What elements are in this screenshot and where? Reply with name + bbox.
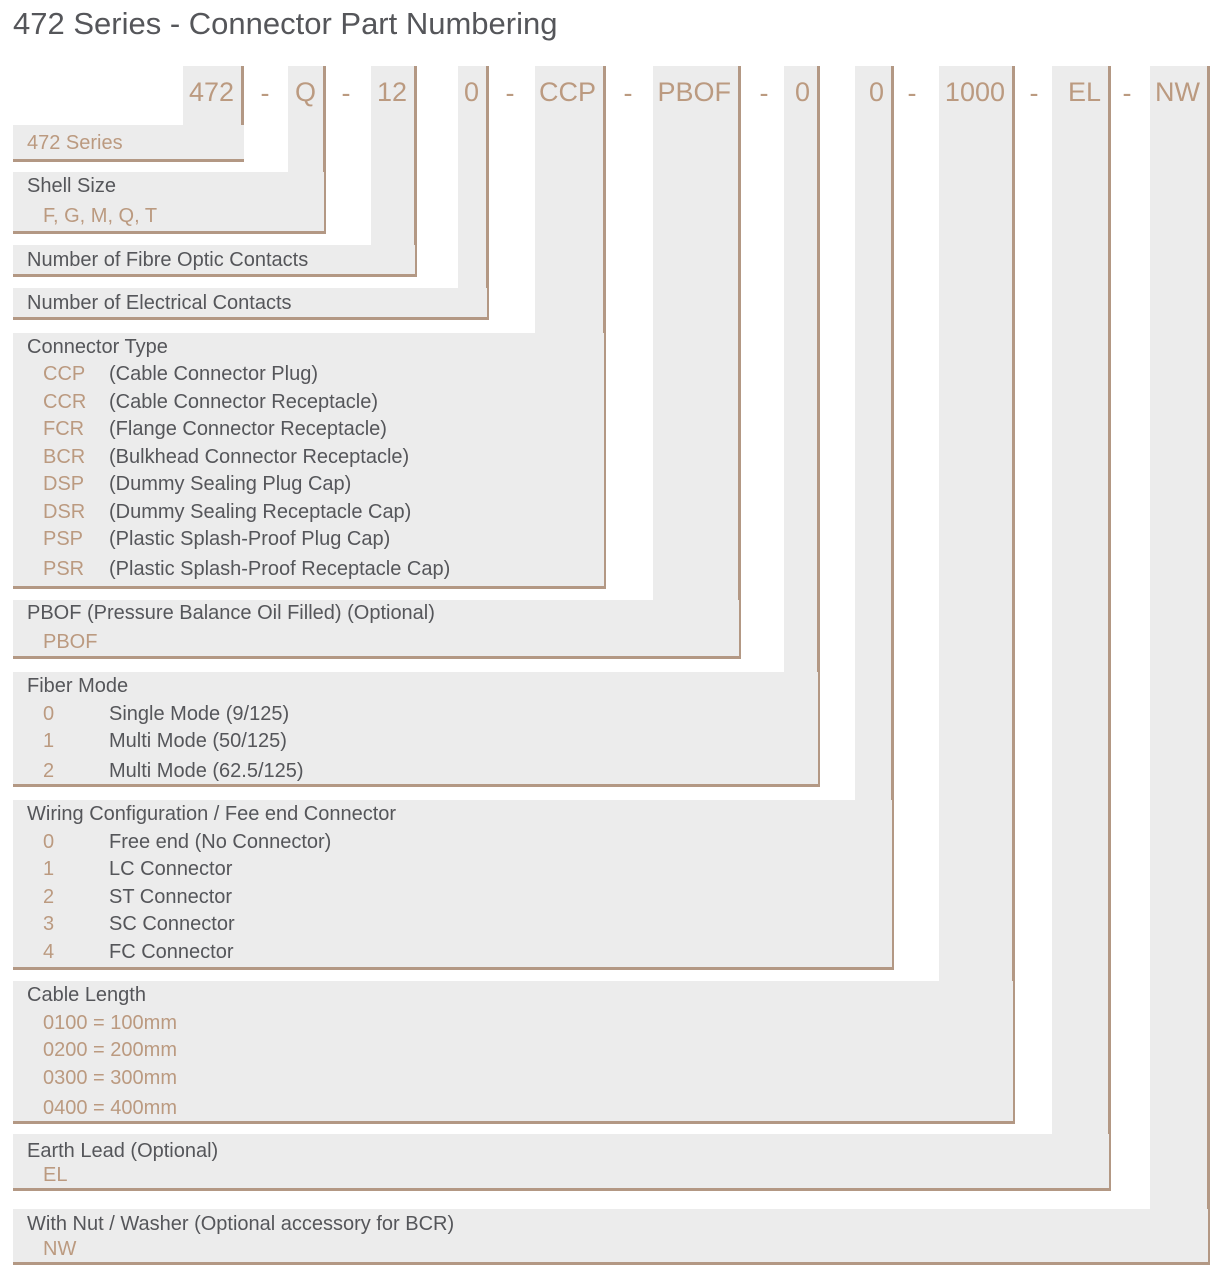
- segment-column-connector-type: [535, 66, 603, 336]
- connector-type-desc: (Flange Connector Receptacle): [109, 418, 387, 440]
- wiring-code: 1: [43, 858, 55, 880]
- connector-type-code: FCR: [43, 418, 85, 440]
- segment-earth-lead-value: EL: [1067, 77, 1101, 107]
- connector-type-desc: (Dummy Sealing Receptacle Cap): [109, 501, 412, 523]
- connector-type-desc: (Plastic Splash-Proof Plug Cap): [109, 528, 391, 550]
- segment-pbof-value: PBOF: [657, 77, 731, 107]
- wiring-desc: ST Connector: [109, 886, 233, 908]
- wiring-desc: LC Connector: [109, 858, 233, 880]
- page-title: 472 Series - Connector Part Numbering: [13, 6, 558, 41]
- shell-size-heading: Shell Size: [27, 175, 116, 197]
- box-electrical-contacts: [13, 288, 487, 320]
- wiring-heading: Wiring Configuration / Fee end Connector: [27, 803, 397, 825]
- separator-dash: -: [1122, 78, 1132, 108]
- box-earth-lead: [13, 1134, 1109, 1191]
- connector-type-code: PSR: [43, 558, 85, 580]
- earth-lead-value: EL: [43, 1164, 68, 1186]
- connector-type-code: DSR: [43, 501, 86, 523]
- shell-size-values: F, G, M, Q, T: [43, 205, 158, 227]
- cable-length-option: 0300 = 300mm: [43, 1067, 177, 1089]
- segment-shell-size-value: Q: [294, 77, 316, 107]
- electrical-contacts-heading: Number of Electrical Contacts: [27, 292, 292, 314]
- box-cable-length: [13, 981, 1013, 1124]
- segment-series-value: 472: [188, 77, 234, 107]
- fiber-mode-code: 2: [43, 760, 55, 782]
- segment-column-cable-length: [939, 66, 1012, 982]
- segment-column-wiring: [855, 66, 891, 802]
- segment-column-earth-lead: [1052, 66, 1108, 1134]
- segment-electrical-contacts-value: 0: [463, 77, 479, 107]
- separator-dash: -: [260, 78, 270, 108]
- connector-type-code: CCR: [43, 391, 87, 413]
- connector-line-electrical-contacts: [486, 66, 489, 320]
- connector-type-heading: Connector Type: [27, 336, 168, 358]
- wiring-code: 0: [43, 831, 55, 853]
- connector-type-code: CCP: [43, 363, 86, 385]
- connector-line-nut-washer: [1207, 66, 1210, 1265]
- fiber-mode-desc: Multi Mode (50/125): [109, 730, 287, 752]
- pbof-heading: PBOF (Pressure Balance Oil Filled) (Optional): [27, 602, 435, 624]
- fiber-mode-heading: Fiber Mode: [27, 675, 129, 697]
- connector-type-desc: (Cable Connector Receptacle): [109, 391, 379, 413]
- connector-type-code: PSP: [43, 528, 84, 550]
- wiring-desc: SC Connector: [109, 913, 235, 935]
- segment-column-electrical-contacts: [458, 66, 486, 292]
- separator-dash: -: [623, 78, 633, 108]
- connector-line-cable-length: [1012, 66, 1015, 1124]
- segment-column-fibre-contacts: [371, 66, 414, 248]
- wiring-desc: Free end (No Connector): [109, 831, 332, 853]
- connector-type-code: BCR: [43, 446, 86, 468]
- separator-dash: -: [907, 78, 917, 108]
- connector-type-desc: (Dummy Sealing Plug Cap): [109, 473, 352, 495]
- connector-type-desc: (Bulkhead Connector Receptacle): [109, 446, 410, 468]
- wiring-code: 4: [43, 941, 55, 963]
- wiring-desc: FC Connector: [109, 941, 234, 963]
- segment-fiber-mode-value: 0: [794, 77, 810, 107]
- series-value: 472 Series: [27, 132, 123, 154]
- box-pbof: [13, 600, 739, 659]
- nut-washer-value: NW: [43, 1238, 77, 1260]
- segment-column-fiber-mode: [784, 66, 817, 672]
- segment-fibre-contacts-value: 12: [376, 77, 407, 107]
- separator-dash: -: [341, 78, 351, 108]
- cable-length-option: 0400 = 400mm: [43, 1097, 177, 1119]
- box-connector-type: [13, 333, 604, 589]
- fibre-contacts-heading: Number of Fibre Optic Contacts: [27, 249, 309, 271]
- wiring-code: 3: [43, 913, 55, 935]
- fiber-mode-desc: Multi Mode (62.5/125): [109, 760, 304, 782]
- nut-washer-heading: With Nut / Washer (Optional accessory for BCR): [27, 1213, 455, 1235]
- box-wiring: [13, 800, 892, 970]
- fiber-mode-desc: Single Mode (9/125): [109, 703, 290, 725]
- connector-line-pbof: [738, 66, 741, 659]
- box-shell-size: [13, 172, 324, 234]
- separator-dash: -: [505, 78, 515, 108]
- segment-nut-washer-value: NW: [1155, 77, 1200, 107]
- cable-length-heading: Cable Length: [27, 984, 146, 1006]
- segment-connector-type-value: CCP: [538, 77, 596, 107]
- connector-type-desc: (Plastic Splash-Proof Receptacle Cap): [109, 558, 451, 580]
- segment-wiring-value: 0: [868, 77, 884, 107]
- cable-length-option: 0100 = 100mm: [43, 1012, 177, 1034]
- segment-column-pbof: [653, 66, 738, 602]
- cable-length-option: 0200 = 200mm: [43, 1039, 177, 1061]
- segment-column-shell-size: [288, 66, 323, 176]
- connector-line-earth-lead: [1108, 66, 1111, 1191]
- connector-type-desc: (Cable Connector Plug): [109, 363, 318, 385]
- fiber-mode-code: 1: [43, 730, 55, 752]
- separator-dash: -: [759, 78, 769, 108]
- fiber-mode-code: 0: [43, 703, 55, 725]
- segment-column-nut-washer: [1150, 66, 1207, 1209]
- separator-dash: -: [1029, 78, 1039, 108]
- box-series: [13, 125, 244, 162]
- box-nut-washer: [13, 1209, 1208, 1265]
- pbof-value: PBOF: [43, 631, 98, 653]
- segment-cable-length-value: 1000: [944, 77, 1005, 107]
- earth-lead-heading: Earth Lead (Optional): [27, 1140, 219, 1162]
- segment-column-series: [183, 66, 241, 126]
- box-fiber-mode: [13, 672, 818, 787]
- wiring-code: 2: [43, 886, 55, 908]
- box-fibre-contacts: [13, 245, 415, 277]
- connector-type-code: DSP: [43, 473, 85, 495]
